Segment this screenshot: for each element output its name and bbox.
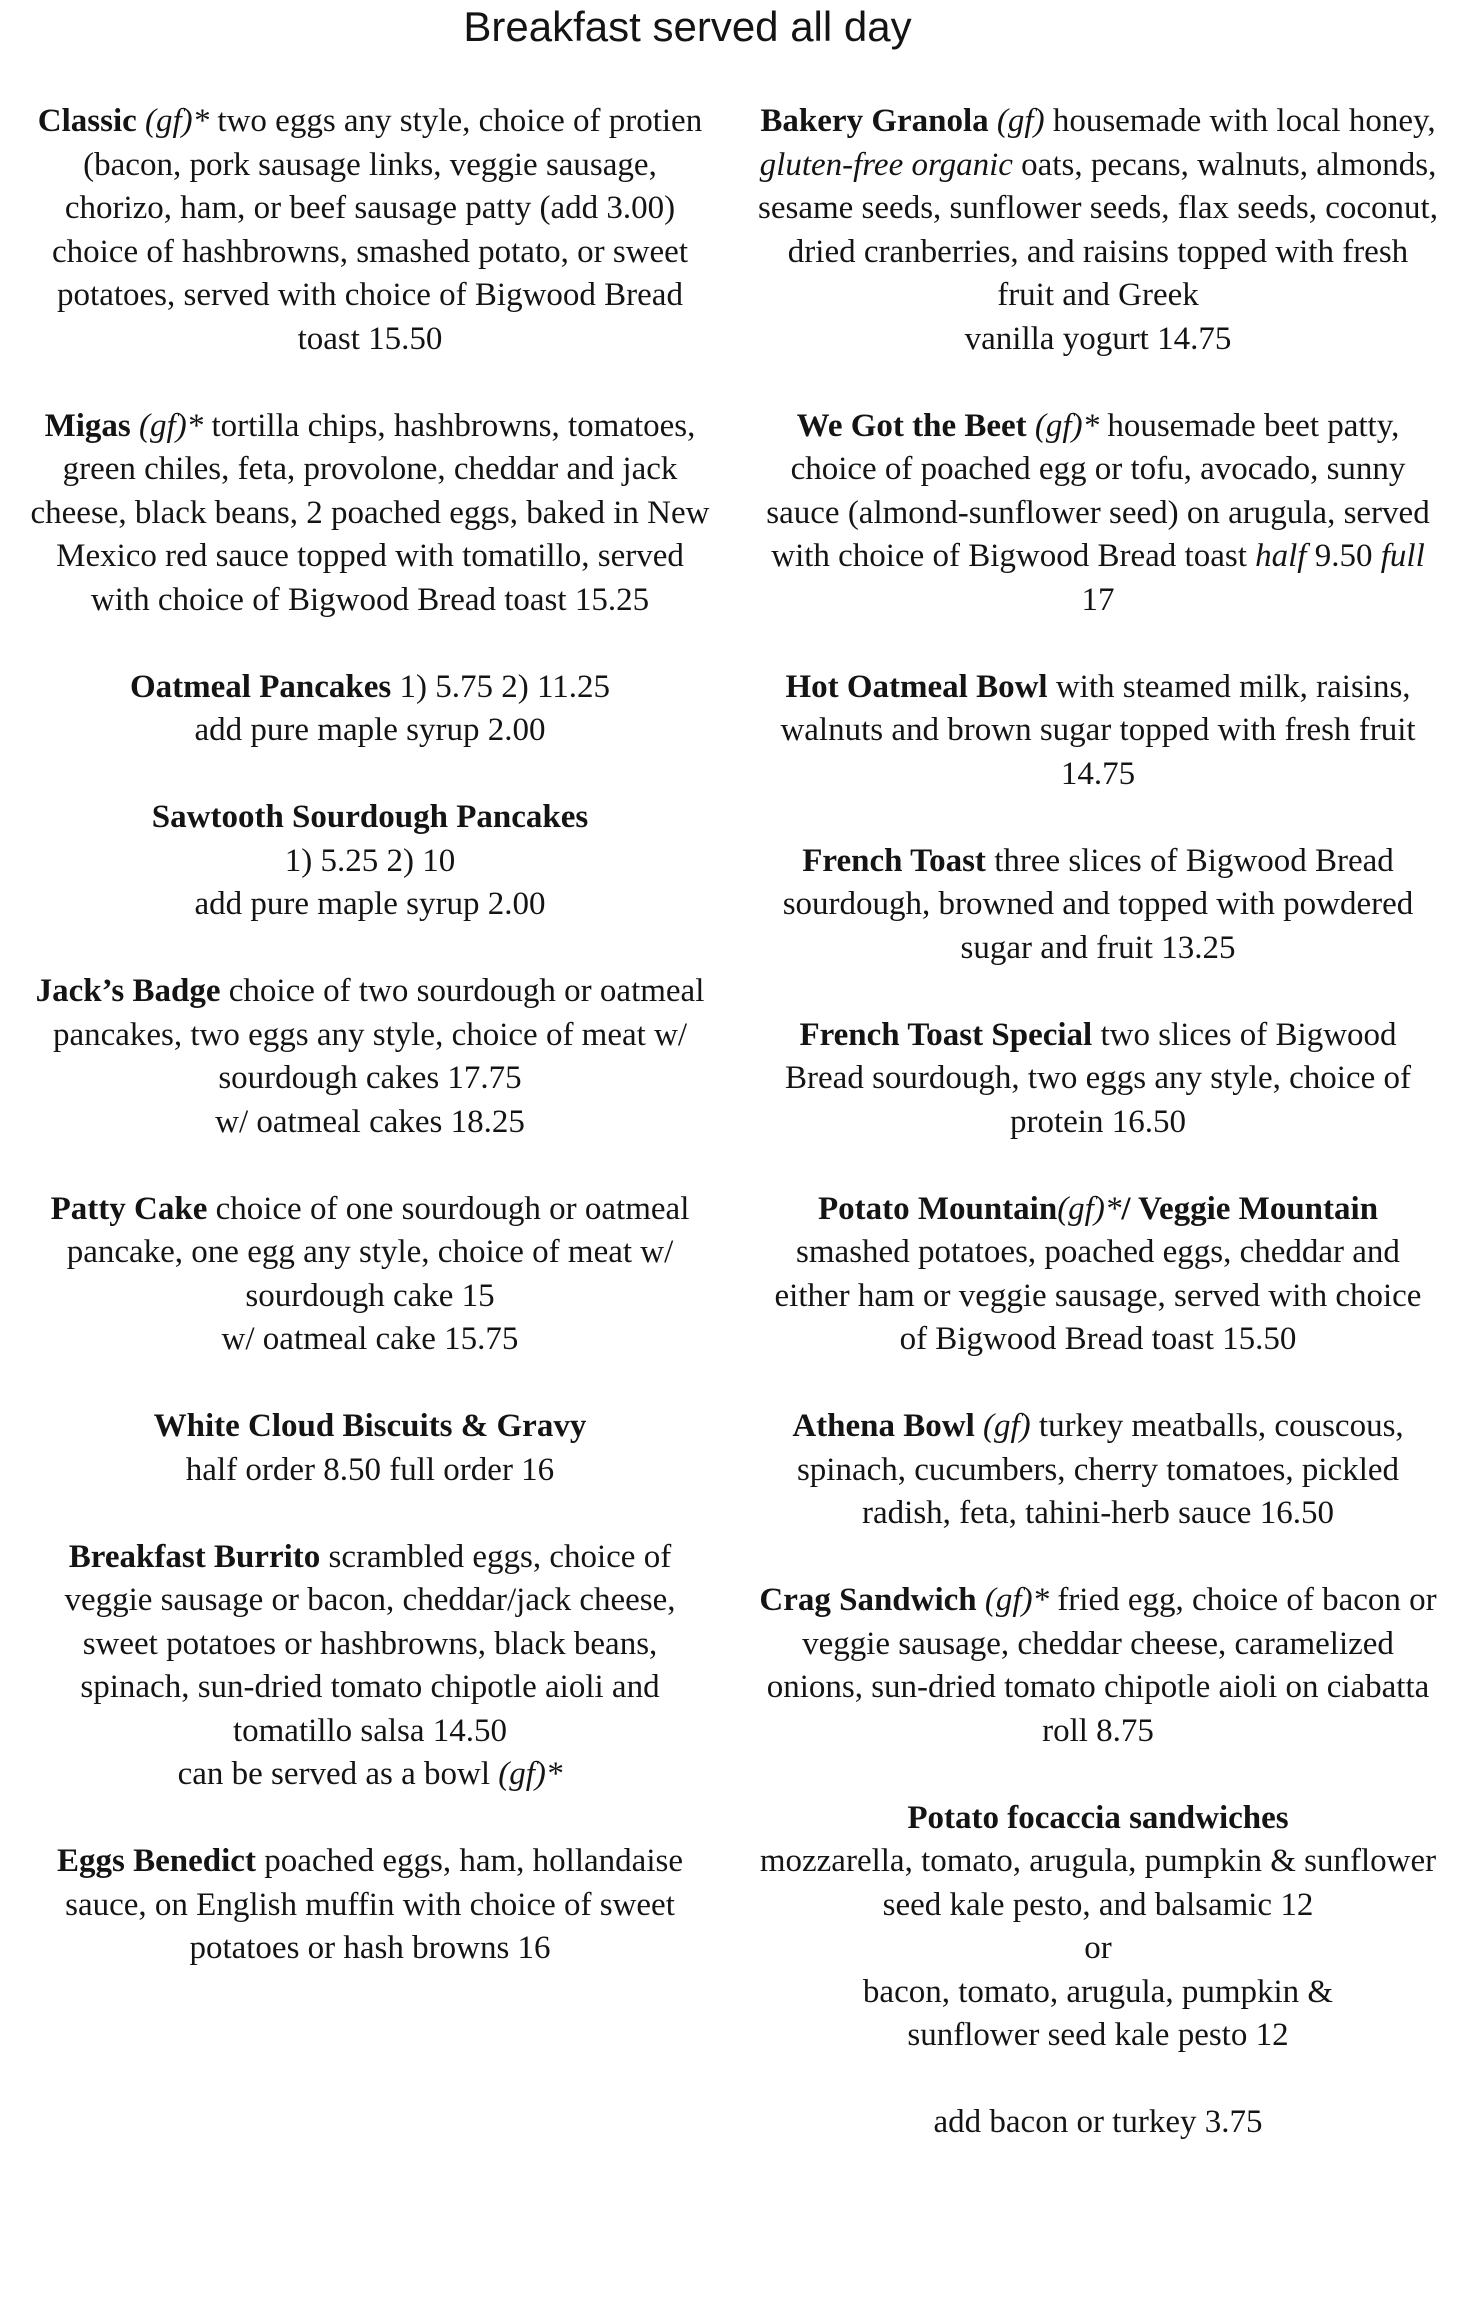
- item-price: 1) 5.25 2) 10: [284, 842, 456, 879]
- gf-marker: (gf)*: [1034, 407, 1100, 444]
- gf-marker: (gf): [996, 103, 1045, 139]
- menu-item-jacks-badge: [30, 970, 710, 1144]
- item-description: scrambled eggs, choice of veggie sausage or bacon, cheddar/jack cheese, sweet potatoes or hashbrowns, black beans, spinach, sun-dried tomato chipotle aioli and tomatillo salsa 14.50: [64, 1538, 676, 1749]
- item-description: tortilla chips, hashbrowns, tomatoes, green chiles, feta, provolone, cheddar and jack cheese, black beans, 2 poached eggs, baked in New Mexico red sauce topped with tomatillo, served with choice of Bigwood Bread toast: [30, 407, 710, 618]
- item-price: 15.50: [368, 320, 443, 357]
- menu-item-focaccia-sandwiches: [758, 1797, 1438, 2145]
- menu-item-we-got-the-beet: [758, 405, 1438, 623]
- item-description: smashed potatoes, poached eggs, cheddar and either ham or veggie sausage, served with choice of Bigwood Bread toast 15.50: [774, 1234, 1422, 1357]
- item-name: Bakery Granola: [760, 103, 989, 139]
- item-name: Athena Bowl: [792, 1408, 975, 1444]
- item-note: can be served as a bowl: [177, 1756, 491, 1792]
- item-description: two slices of Bigwood Bread sourdough, two eggs any style, choice of protein: [785, 1016, 1411, 1140]
- half-label: half: [1255, 538, 1307, 574]
- item-price: w/ oatmeal cake 15.75: [221, 1321, 519, 1357]
- menu-item-migas: [30, 405, 710, 623]
- item-option: mozzarella, tomato, arugula, pumpkin & sunflower seed kale pesto, and balsamic 12: [759, 1843, 1437, 1923]
- menu-item-breakfast-burrito: [30, 1536, 710, 1797]
- gf-marker: (gf)*: [984, 1582, 1050, 1618]
- item-option: sunflower seed kale pesto 12: [907, 2017, 1289, 2053]
- item-or: or: [1084, 1930, 1112, 1966]
- item-name: Patty Cake: [50, 1190, 208, 1227]
- item-description-emphasis: gluten-free organic: [759, 146, 1013, 183]
- menu-item-bakery-granola: [758, 100, 1438, 361]
- left-menu-column: [30, 100, 710, 2014]
- item-name: Migas: [44, 407, 131, 444]
- item-price: half order 8.50 full order 16: [185, 1451, 555, 1488]
- item-price: vanilla yogurt 14.75: [964, 320, 1232, 357]
- item-description: oats, pecans, walnuts, almonds, sesame seeds, sunflower seeds, flax seeds, coconut, dried cranberries, and raisins topped with fresh fruit and Greek: [758, 146, 1438, 313]
- gf-marker: (gf)*: [145, 103, 210, 139]
- menu-item-crag-sandwich: [758, 1579, 1438, 1753]
- page-title: Breakfast served all day: [463, 3, 912, 50]
- menu-item-classic: [30, 100, 710, 361]
- item-description: fried egg, choice of bacon or veggie sausage, cheddar cheese, caramelized onions, sun-dried tomato chipotle aioli on ciabatta roll 8.75: [766, 1582, 1437, 1749]
- item-name: Breakfast Burrito: [68, 1538, 321, 1575]
- item-name: Crag Sandwich: [759, 1582, 977, 1618]
- half-price: 9.50: [1314, 538, 1373, 574]
- menu-item-biscuits-gravy: [30, 1405, 710, 1492]
- item-price: 16.50: [1111, 1103, 1186, 1140]
- item-option: bacon, tomato, arugula, pumpkin &: [862, 1973, 1334, 2010]
- item-description: housemade beet patty, choice of poached egg or tofu, avocado, sunny sauce (almond-sunflower seed) on arugula, served with choice of Bigwood Bread toast: [766, 407, 1430, 574]
- menu-item-eggs-benedict: [30, 1840, 710, 1971]
- menu-item-oatmeal-pancakes: [30, 666, 710, 753]
- item-description: housemade with local honey,: [1052, 103, 1436, 139]
- item-name: White Cloud Biscuits & Gravy: [153, 1408, 587, 1444]
- item-description: three slices of Bigwood Bread sourdough, browned and topped with powdered sugar and fruit 13.25: [782, 842, 1414, 966]
- item-price: 1) 5.75 2) 11.25: [399, 668, 610, 705]
- item-description: turkey meatballs, couscous, spinach, cucumbers, cherry tomatoes, pickled radish, feta, tahini-herb sauce 16.50: [796, 1408, 1404, 1531]
- menu-item-french-toast: [758, 840, 1438, 971]
- menu-item-potato-mountain: [758, 1188, 1438, 1362]
- item-name: Eggs Benedict: [57, 1843, 256, 1879]
- item-description: choice of two sourdough or oatmeal pancakes, two eggs any style, choice of meat: [52, 973, 705, 1053]
- item-price: 15.25: [574, 581, 650, 618]
- item-addon: add pure maple syrup 2.00: [194, 712, 546, 748]
- menu-item-athena-bowl: [758, 1405, 1438, 1536]
- item-name: Classic: [37, 103, 137, 139]
- item-name: Sawtooth Sourdough Pancakes: [151, 799, 589, 835]
- gf-marker: (gf)*: [498, 1756, 563, 1792]
- right-menu-column: [758, 100, 1438, 2188]
- item-name: Hot Oatmeal Bowl: [785, 668, 1048, 705]
- item-name: Oatmeal Pancakes: [130, 668, 392, 705]
- gf-marker: (gf): [983, 1408, 1031, 1444]
- item-name: Potato Mountain: [817, 1190, 1058, 1227]
- item-name: French Toast Special: [799, 1016, 1093, 1053]
- item-name: We Got the Beet: [796, 407, 1027, 444]
- item-name: Potato focaccia sandwiches: [907, 1799, 1289, 1836]
- item-addon: add pure maple syrup 2.00: [194, 886, 546, 922]
- item-description: two eggs any style, choice of protien (bacon, pork sausage links, veggie sausage, chorizo, ham, or beef sausage patty (add 3.00) choice of hashbrowns, smashed potato, or sweet potatoes, served with choice of Bigwood Bread toast: [51, 103, 703, 357]
- item-description: poached eggs, ham, hollandaise sauce, on English muffin with choice of sweet potatoes or hash browns 16: [65, 1843, 683, 1966]
- menu-item-patty-cake: [30, 1188, 710, 1362]
- menu-item-sawtooth-pancakes: [30, 796, 710, 927]
- full-price: 17: [1081, 581, 1115, 618]
- gf-marker: (gf)*: [139, 407, 204, 444]
- menu-item-hot-oatmeal-bowl: [758, 666, 1438, 797]
- item-name: French Toast: [802, 842, 986, 879]
- item-name: Jack’s Badge: [35, 973, 221, 1009]
- item-addon: add bacon or turkey 3.75: [933, 2104, 1263, 2140]
- item-price: w/ sourdough cakes 17.75: [218, 1016, 688, 1096]
- full-label: full: [1380, 538, 1425, 574]
- gf-marker: (gf)*: [1057, 1190, 1122, 1227]
- item-price: w/ sourdough cake 15: [245, 1234, 674, 1314]
- menu-item-french-toast-special: [758, 1014, 1438, 1145]
- item-price: w/ oatmeal cakes 18.25: [215, 1103, 525, 1140]
- item-name-alt: / Veggie Mountain: [1121, 1190, 1379, 1227]
- item-description: choice of one sourdough or oatmeal pancake, one egg any style, choice of meat: [66, 1190, 690, 1270]
- item-description: with steamed milk, raisins, walnuts and brown sugar topped with fresh fruit 14.75: [780, 668, 1416, 792]
